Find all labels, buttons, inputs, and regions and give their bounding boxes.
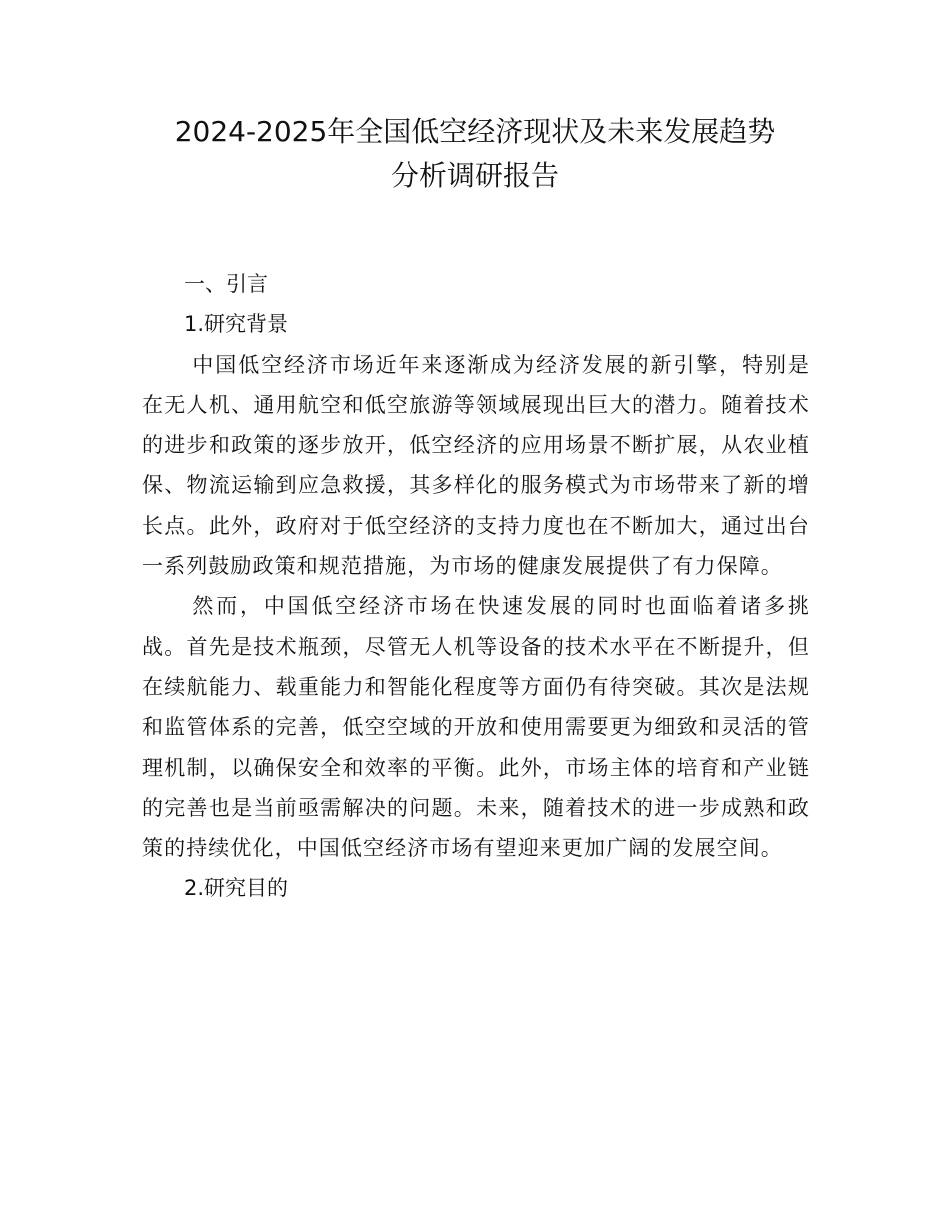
subsection-heading-purpose: 2.研究目的 (184, 876, 289, 901)
paragraph-background: 中国低空经济市场近年来逐渐成为经济发展的新引擎，特别是在无人机、通用航空和低空旅游等领域展现出巨大的潜力。随着技术的进步和政策的逐步放开，低空经济的应用场景不断扩展，从农业植保、物流运输到应急救援，其多样化的服务模式为市场带来了新的增长点。此外，政府对于低空经济的支持力度也在不断加大，通过出台一系列鼓励政策和规范措施，为市场的健康发展提供了有力保障。 (142, 352, 810, 579)
title-line-1: 2024-2025年全国低空经济现状及未来发展趋势 (174, 115, 776, 148)
subsection-heading-background: 1.研究背景 (184, 312, 289, 337)
document-title (120, 110, 830, 198)
section-heading-intro: 一、引言 (184, 272, 268, 296)
title-line-2: 分析调研报告 (390, 159, 559, 192)
paragraph-challenges: 然而，中国低空经济市场在快速发展的同时也面临着诸多挑战。首先是技术瓶颈，尽管无人机等设备的技术水平在不断提升，但在续航能力、载重能力和智能化程度等方面仍有待突破。其次是法规和监管体系的完善，低空空域的开放和使用需要更为细致和灵活的管理机制，以确保安全和效率的平衡。此外，市场主体的培育和产业链的完善也是当前亟需解决的问题。未来，随着技术的进一步成熟和政策的持续优化，中国低空经济市场有望迎来更加广阔的发展空间。 (142, 594, 810, 861)
document-body (142, 264, 810, 909)
